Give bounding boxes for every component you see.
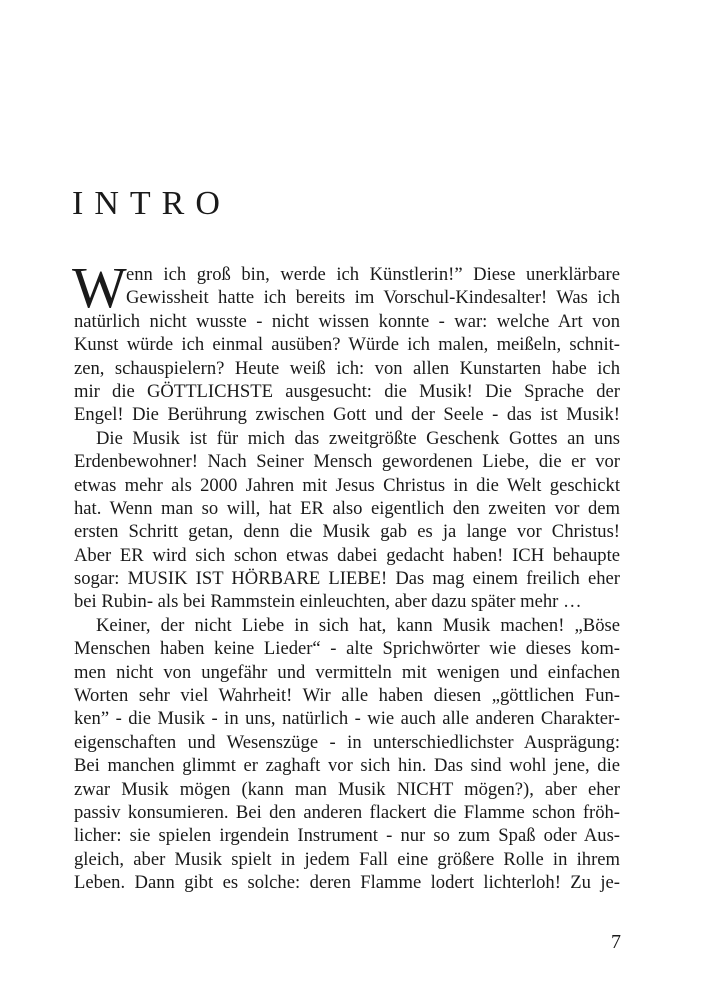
text-line: Gewissheit hatte ich bereits im Vorschul-Kindesalter! Was ich bbox=[126, 287, 620, 309]
text-line: bei Rubin- als bei Rammstein einleuchten, aber dazu später mehr … bbox=[74, 591, 582, 613]
page-number: 7 bbox=[611, 931, 621, 953]
text-line: ersten Schritt getan, denn die Musik gab es ja lange vor Christus! bbox=[74, 521, 620, 543]
text-line: passiv konsumieren. Bei den anderen flackert die Flamme schon fröh- bbox=[74, 801, 620, 823]
text-line: zwar Musik mögen (kann man Musik NICHT mögen?), aber eher bbox=[74, 778, 620, 800]
text-line: natürlich nicht wusste - nicht wissen konnte - war: welche Art von bbox=[74, 310, 620, 332]
text-line: Menschen haben keine Lieder“ - alte Sprichwörter wie dieses kom- bbox=[74, 638, 620, 660]
text-line: etwas mehr als 2000 Jahren mit Jesus Christus in die Welt geschickt bbox=[74, 474, 620, 496]
drop-cap: W bbox=[72, 255, 127, 320]
text-line: licher: sie spielen irgendein Instrument - nur so zum Spaß oder Aus- bbox=[74, 825, 620, 847]
text-line: Leben. Dann gibt es solche: deren Flamme lodert lichterloh! Zu je- bbox=[74, 872, 620, 894]
text-line: Aber ER wird sich schon etwas dabei gedacht haben! ICH behaupte bbox=[74, 544, 620, 566]
text-line: Erdenbewohner! Nach Seiner Mensch gewordenen Liebe, die er vor bbox=[74, 451, 620, 473]
text-line: Die Musik ist für mich das zweitgrößte Geschenk Gottes an uns bbox=[96, 427, 620, 449]
text-line: Kunst würde ich einmal ausüben? Würde ich malen, meißeln, schnit- bbox=[74, 334, 620, 356]
text-line: sogar: MUSIK IST HÖRBARE LIEBE! Das mag einem freilich eher bbox=[74, 568, 620, 590]
body-text bbox=[72, 255, 620, 895]
text-line: mir die GÖTTLICHSTE ausgesucht: die Musik! Die Sprache der bbox=[74, 380, 620, 402]
text-line: enn ich groß bin, werde ich Künstlerin!” Diese unerklärbare bbox=[126, 264, 620, 285]
text-line: Engel! Die Berührung zwischen Gott und der Seele - das ist Musik! bbox=[74, 404, 620, 426]
text-line: Worten sehr viel Wahrheit! Wir alle haben diesen „göttlichen Fun- bbox=[74, 685, 620, 707]
text-line: gleich, aber Musik spielt in jedem Fall eine größere Rolle in ihrem bbox=[74, 848, 620, 870]
text-line: Keiner, der nicht Liebe in sich hat, kann Musik machen! „Böse bbox=[96, 614, 620, 636]
text-line: ken” - die Musik - in uns, natürlich - wie auch alle anderen Charakter- bbox=[74, 708, 620, 730]
text-line: men nicht von ungefähr und vermitteln mit wenigen und einfachen bbox=[74, 661, 620, 683]
text-line: zen, schauspielern? Heute weiß ich: von allen Kunstarten habe ich bbox=[74, 357, 620, 379]
text-line: hat. Wenn man so will, hat ER also eigentlich den zweiten vor dem bbox=[74, 497, 620, 519]
chapter-title: INTRO bbox=[72, 185, 231, 222]
text-line: eigenschaften und Wesenszüge - in unterschiedlichster Ausprägung: bbox=[74, 731, 620, 753]
text-line: Bei manchen glimmt er zaghaft vor sich hin. Das sind wohl jene, die bbox=[74, 755, 620, 777]
